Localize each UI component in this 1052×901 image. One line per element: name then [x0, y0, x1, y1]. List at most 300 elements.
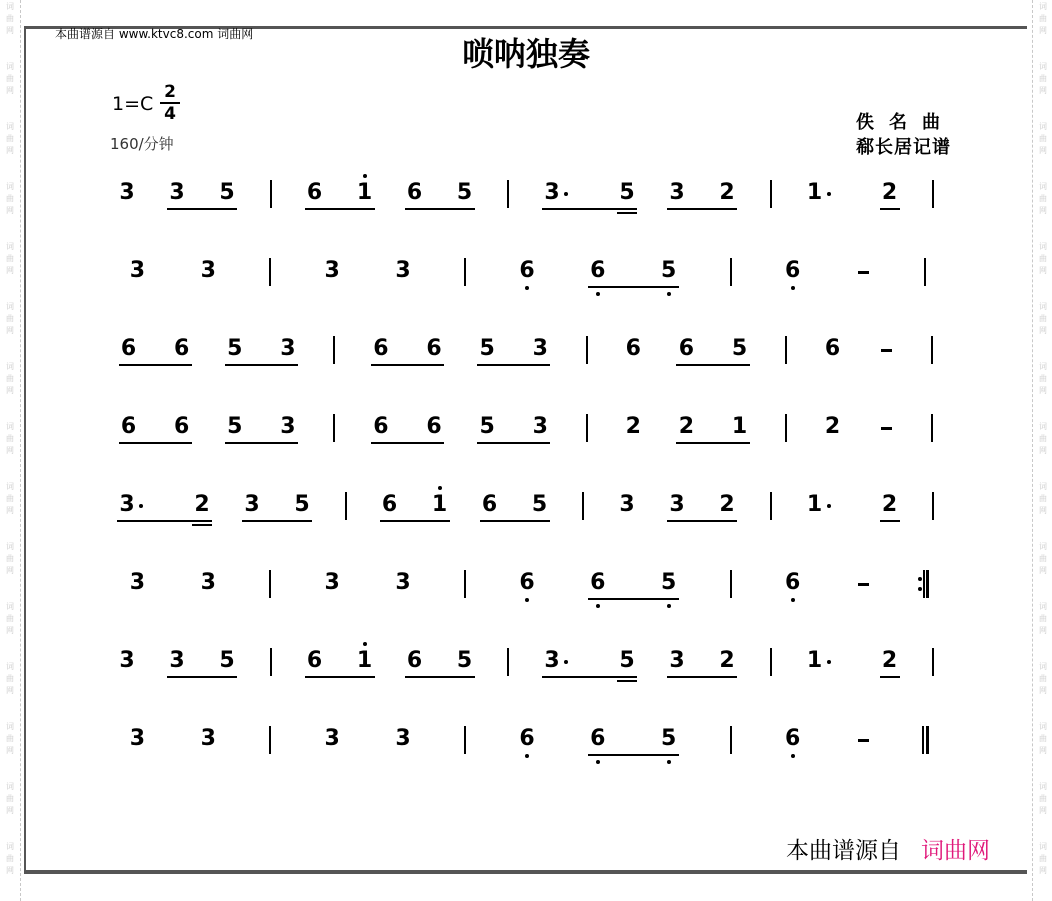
- octave-dot-above: [438, 486, 442, 490]
- underline-beam-double: [617, 212, 637, 214]
- underline-beam: [380, 520, 450, 522]
- note: [278, 336, 298, 362]
- note-digit: 6: [590, 570, 606, 595]
- watermark-char: 曲: [6, 494, 14, 503]
- note-digit: 3: [280, 336, 296, 361]
- note-digit: 5: [479, 336, 495, 361]
- watermark-char: 词: [1039, 182, 1047, 191]
- note: [783, 258, 803, 284]
- watermark-char: 网: [6, 386, 14, 395]
- octave-dot-below: [596, 760, 600, 764]
- note-digit: 3: [395, 726, 411, 751]
- watermark-char: 曲: [6, 74, 14, 83]
- note-digit: 6: [120, 336, 137, 361]
- note: [371, 336, 391, 362]
- watermark-char: 词: [6, 722, 14, 731]
- underline-beam: [371, 364, 444, 366]
- underline-beam: [305, 208, 375, 210]
- barline: [586, 414, 588, 442]
- note: [542, 180, 562, 206]
- octave-dot-below: [667, 292, 671, 296]
- page-title: 唢呐独奏: [461, 35, 590, 73]
- watermark-char: 词: [1039, 422, 1047, 431]
- note-digit: 3: [324, 258, 340, 283]
- octave-dot-below: [596, 604, 600, 608]
- note-digit: 6: [426, 336, 442, 361]
- note-digit: 1: [731, 414, 748, 439]
- note: [455, 648, 475, 674]
- augmentation-dot: [827, 192, 831, 196]
- note-digit: 3: [200, 258, 216, 283]
- note-digit: 6: [373, 414, 389, 439]
- note-digit: 3: [119, 492, 135, 517]
- octave-dot-below: [667, 760, 671, 764]
- watermark-char: 网: [6, 866, 14, 875]
- note: [783, 726, 803, 752]
- repeat-dot: [918, 587, 922, 591]
- watermark-char: 词: [6, 662, 14, 671]
- note-digit: 6: [306, 180, 323, 205]
- note-digit: 5: [479, 414, 495, 439]
- watermark-char: 曲: [1039, 554, 1047, 563]
- watermark-char: 曲: [6, 434, 14, 443]
- note-digit: 5: [227, 414, 243, 439]
- watermark-char: 网: [6, 26, 14, 35]
- note: [198, 258, 218, 284]
- note: [405, 180, 425, 206]
- note-digit: 3: [619, 492, 635, 517]
- watermark-char: 网: [1039, 566, 1047, 575]
- underline-beam: [477, 364, 550, 366]
- octave-dot-below: [791, 286, 795, 290]
- note: [117, 648, 137, 674]
- underline-beam: [167, 208, 237, 210]
- note: [880, 492, 900, 518]
- barline-thick: [926, 726, 929, 754]
- note: [588, 258, 608, 284]
- watermark-char: 网: [1039, 86, 1047, 95]
- barline: [270, 648, 272, 676]
- barline: [770, 648, 772, 676]
- note-digit: 2: [881, 648, 898, 673]
- watermark-char: 曲: [6, 14, 14, 23]
- note-digit: 3: [395, 570, 411, 595]
- barline: [932, 180, 934, 208]
- underline-beam: [305, 676, 375, 678]
- note: [217, 180, 237, 206]
- watermark-char: 词: [6, 242, 14, 251]
- time-signature-numerator: 2: [160, 82, 180, 104]
- note: [355, 180, 375, 206]
- note-digit: 3: [544, 648, 560, 673]
- watermark-char: 词: [6, 782, 14, 791]
- note: [305, 648, 325, 674]
- octave-dot-below: [525, 598, 529, 602]
- underline-beam: [676, 364, 749, 366]
- watermark-char: 网: [1039, 386, 1047, 395]
- watermark-char: 网: [6, 146, 14, 155]
- watermark-char: 曲: [1039, 674, 1047, 683]
- watermark-char: 词: [6, 482, 14, 491]
- note: [667, 492, 687, 518]
- note-digit: 1: [806, 180, 823, 205]
- note: [617, 648, 637, 674]
- underline-beam: [477, 442, 550, 444]
- underline-beam: [542, 208, 637, 210]
- note: [517, 258, 537, 284]
- note-digit: 3: [395, 258, 411, 283]
- note: [530, 414, 550, 440]
- note-digit: 2: [678, 414, 695, 439]
- watermark-char: 曲: [6, 674, 14, 683]
- note-digit: 5: [456, 648, 473, 673]
- watermark-char: 曲: [1039, 434, 1047, 443]
- note-digit: 3: [169, 648, 185, 673]
- note: [167, 180, 187, 206]
- note: [783, 570, 803, 596]
- barline: [730, 570, 732, 598]
- note-digit: 6: [406, 180, 423, 205]
- octave-dot-above: [363, 174, 367, 178]
- watermark-char: 词: [6, 2, 14, 11]
- barline: [730, 726, 732, 754]
- note: [822, 414, 842, 440]
- watermark-char: 曲: [1039, 614, 1047, 623]
- note: [242, 492, 262, 518]
- watermark-char: 曲: [1039, 794, 1047, 803]
- watermark-char: 网: [6, 326, 14, 335]
- note-digit: 2: [719, 180, 735, 205]
- underline-beam: [119, 442, 192, 444]
- octave-dot-below: [525, 754, 529, 758]
- underline-beam: [880, 208, 900, 210]
- note: [225, 414, 245, 440]
- watermark-char: 网: [6, 446, 14, 455]
- note: [217, 648, 237, 674]
- watermark-char: 词: [6, 362, 14, 371]
- barline: [931, 414, 933, 442]
- note-digit: 3: [119, 648, 135, 673]
- watermark-char: 词: [1039, 842, 1047, 851]
- note-digit: 6: [519, 570, 535, 595]
- note: [659, 726, 679, 752]
- key-signature: 1=C: [112, 93, 154, 115]
- octave-dot-below: [525, 286, 529, 290]
- watermark-char: 网: [1039, 626, 1047, 635]
- barline: [932, 492, 934, 520]
- watermark-char: 词: [6, 62, 14, 71]
- note-digit: 6: [120, 414, 137, 439]
- note-digit: 2: [719, 492, 735, 517]
- note-digit: 5: [661, 726, 677, 751]
- note: [127, 726, 147, 752]
- note: [717, 648, 737, 674]
- note-digit: 6: [426, 414, 442, 439]
- note: [480, 492, 500, 518]
- watermark-char: 词: [1039, 782, 1047, 791]
- watermark-char: 网: [6, 806, 14, 815]
- note-digit: 3: [129, 726, 146, 751]
- watermark-char: 词: [1039, 542, 1047, 551]
- note-digit: 3: [200, 726, 216, 751]
- note: [517, 726, 537, 752]
- watermark-char: 曲: [1039, 14, 1047, 23]
- watermark-char: 词: [1039, 362, 1047, 371]
- note-digit: 6: [306, 648, 323, 673]
- note-digit: 6: [406, 648, 423, 673]
- underline-beam: [480, 520, 550, 522]
- barline: [931, 336, 933, 364]
- note-digit: 6: [784, 570, 801, 595]
- watermark-char: 词: [1039, 62, 1047, 71]
- barline: [586, 336, 588, 364]
- underline-beam: [676, 442, 749, 444]
- watermark-char: 词: [6, 542, 14, 551]
- note-digit: 3: [200, 570, 216, 595]
- barline: [333, 414, 335, 442]
- underline-beam: [667, 520, 737, 522]
- note: [617, 180, 637, 206]
- note: [278, 414, 298, 440]
- watermark-char: 词: [6, 122, 14, 131]
- underline-beam: [405, 208, 475, 210]
- watermark-char: 网: [1039, 866, 1047, 875]
- note: [805, 492, 825, 518]
- barline: [270, 180, 272, 208]
- tempo-marking: 160/分钟: [110, 135, 174, 153]
- barline: [770, 492, 772, 520]
- note: [322, 258, 342, 284]
- underline-beam: [588, 286, 679, 288]
- watermark-char: 网: [1039, 326, 1047, 335]
- note-digit: 3: [532, 414, 548, 439]
- note: [355, 648, 375, 674]
- note: [477, 336, 497, 362]
- underline-beam: [117, 520, 212, 522]
- barline-thick: [926, 570, 929, 598]
- watermark-char: 词: [1039, 302, 1047, 311]
- watermark-char: 网: [1039, 746, 1047, 755]
- note-digit: 5: [661, 258, 677, 283]
- watermark-char: 曲: [6, 554, 14, 563]
- note-digit: 2: [719, 648, 735, 673]
- watermark-char: 曲: [1039, 734, 1047, 743]
- watermark-char: 曲: [1039, 194, 1047, 203]
- underline-beam-double: [192, 524, 212, 526]
- watermark-char: 曲: [1039, 494, 1047, 503]
- note: [542, 648, 562, 674]
- note-digit: 1: [431, 492, 448, 517]
- augmentation-dot: [827, 660, 831, 664]
- watermark-char: 词: [1039, 722, 1047, 731]
- note: [380, 492, 400, 518]
- augmentation-dot: [564, 192, 568, 196]
- note-digit: 5: [619, 648, 635, 673]
- underline-beam: [588, 754, 679, 756]
- note: [805, 648, 825, 674]
- watermark-char: 曲: [1039, 134, 1047, 143]
- barline: [582, 492, 584, 520]
- note: [676, 336, 696, 362]
- note-digit: 6: [625, 336, 641, 361]
- barline: [345, 492, 347, 520]
- note: [880, 648, 900, 674]
- watermark-char: 网: [1039, 686, 1047, 695]
- note-digit: 2: [824, 414, 841, 439]
- watermark-char: 曲: [1039, 74, 1047, 83]
- watermark-char: 词: [6, 602, 14, 611]
- note-digit: 2: [881, 492, 898, 517]
- note-digit: 5: [619, 180, 635, 205]
- octave-dot-below: [667, 604, 671, 608]
- left-watermark-strip: [0, 0, 21, 901]
- repeat-dot: [918, 577, 922, 581]
- footer-site-name: 词曲网: [921, 838, 990, 864]
- note-digit: 2: [625, 414, 641, 439]
- underline-beam: [667, 208, 737, 210]
- watermark-char: 网: [1039, 146, 1047, 155]
- augmentation-dot: [564, 660, 568, 664]
- watermark-char: 词: [1039, 2, 1047, 11]
- note: [322, 570, 342, 596]
- watermark-char: 网: [6, 266, 14, 275]
- note: [617, 492, 637, 518]
- note-digit: 5: [456, 180, 473, 205]
- note-digit: 2: [194, 492, 210, 517]
- watermark-char: 曲: [6, 614, 14, 623]
- watermark-char: 网: [1039, 26, 1047, 35]
- footer-source: [786, 836, 990, 866]
- watermark-char: 曲: [6, 734, 14, 743]
- note: [477, 414, 497, 440]
- barline: [464, 570, 466, 598]
- note-digit: 3: [119, 180, 135, 205]
- underline-beam: [225, 442, 298, 444]
- watermark-char: 网: [6, 626, 14, 635]
- note-digit: 6: [481, 492, 498, 517]
- barline: [333, 336, 335, 364]
- note: [172, 336, 192, 362]
- barline: [269, 258, 271, 286]
- note: [730, 336, 750, 362]
- note: [623, 414, 643, 440]
- note-digit: 6: [590, 258, 606, 283]
- note: [119, 414, 139, 440]
- note: [305, 180, 325, 206]
- note: [393, 726, 413, 752]
- note-digit: 3: [324, 726, 340, 751]
- note-digit: 6: [519, 726, 535, 751]
- note: [198, 726, 218, 752]
- note: [424, 336, 444, 362]
- barline: [464, 726, 466, 754]
- watermark-char: 词: [6, 182, 14, 191]
- right-watermark-strip: [1032, 0, 1052, 901]
- barline: [785, 414, 787, 442]
- underline-beam: [119, 364, 192, 366]
- note-digit: 5: [219, 648, 235, 673]
- note-digit: 3: [544, 180, 560, 205]
- note: [127, 258, 147, 284]
- note-digit: 3: [169, 180, 185, 205]
- watermark-char: 词: [1039, 242, 1047, 251]
- note: [588, 570, 608, 596]
- note: [292, 492, 312, 518]
- underline-beam: [405, 676, 475, 678]
- underline-beam: [225, 364, 298, 366]
- note-digit: 6: [381, 492, 398, 517]
- sustain-dash: [858, 583, 869, 586]
- note: [117, 180, 137, 206]
- watermark-char: 词: [1039, 122, 1047, 131]
- note: [119, 336, 139, 362]
- underline-beam: [880, 676, 900, 678]
- watermark-char: 网: [6, 206, 14, 215]
- note-digit: 6: [824, 336, 841, 361]
- note-digit: 5: [294, 492, 310, 517]
- note-digit: 3: [669, 180, 685, 205]
- watermark-char: 曲: [6, 794, 14, 803]
- note: [880, 180, 900, 206]
- barline: [507, 180, 509, 208]
- note: [322, 726, 342, 752]
- octave-dot-above: [363, 642, 367, 646]
- note-digit: 6: [373, 336, 389, 361]
- watermark-char: 曲: [6, 854, 14, 863]
- footer-source-label: 本曲谱源自: [786, 838, 901, 864]
- note: [393, 258, 413, 284]
- note-digit: 1: [356, 648, 373, 673]
- underline-beam: [542, 676, 637, 678]
- note-digit: 1: [806, 648, 823, 673]
- note: [717, 492, 737, 518]
- barline: [269, 570, 271, 598]
- note-digit: 3: [280, 414, 296, 439]
- watermark-char: 网: [6, 746, 14, 755]
- watermark-char: 词: [6, 842, 14, 851]
- underline-beam: [588, 598, 679, 600]
- watermark-char: 网: [1039, 806, 1047, 815]
- watermark-char: 网: [6, 506, 14, 515]
- note-digit: 3: [669, 648, 685, 673]
- watermark-char: 网: [1039, 446, 1047, 455]
- note-digit: 6: [174, 414, 190, 439]
- credits: [856, 110, 966, 160]
- note-digit: 5: [531, 492, 548, 517]
- note: [172, 414, 192, 440]
- watermark-char: 网: [1039, 506, 1047, 515]
- note: [424, 414, 444, 440]
- watermark-char: 曲: [6, 254, 14, 263]
- note: [371, 414, 391, 440]
- barline: [932, 648, 934, 676]
- note: [530, 492, 550, 518]
- note: [659, 258, 679, 284]
- note: [517, 570, 537, 596]
- barline: [770, 180, 772, 208]
- underline-beam: [242, 520, 312, 522]
- note-digit: 1: [356, 180, 373, 205]
- barline: [730, 258, 732, 286]
- note: [117, 492, 137, 518]
- underline-beam: [667, 676, 737, 678]
- watermark-char: 词: [6, 302, 14, 311]
- barline: [464, 258, 466, 286]
- transcriber-credit: 郗长居记谱: [856, 137, 951, 158]
- composer-credit: 佚名曲: [856, 112, 955, 133]
- note: [730, 414, 750, 440]
- note-digit: 3: [532, 336, 548, 361]
